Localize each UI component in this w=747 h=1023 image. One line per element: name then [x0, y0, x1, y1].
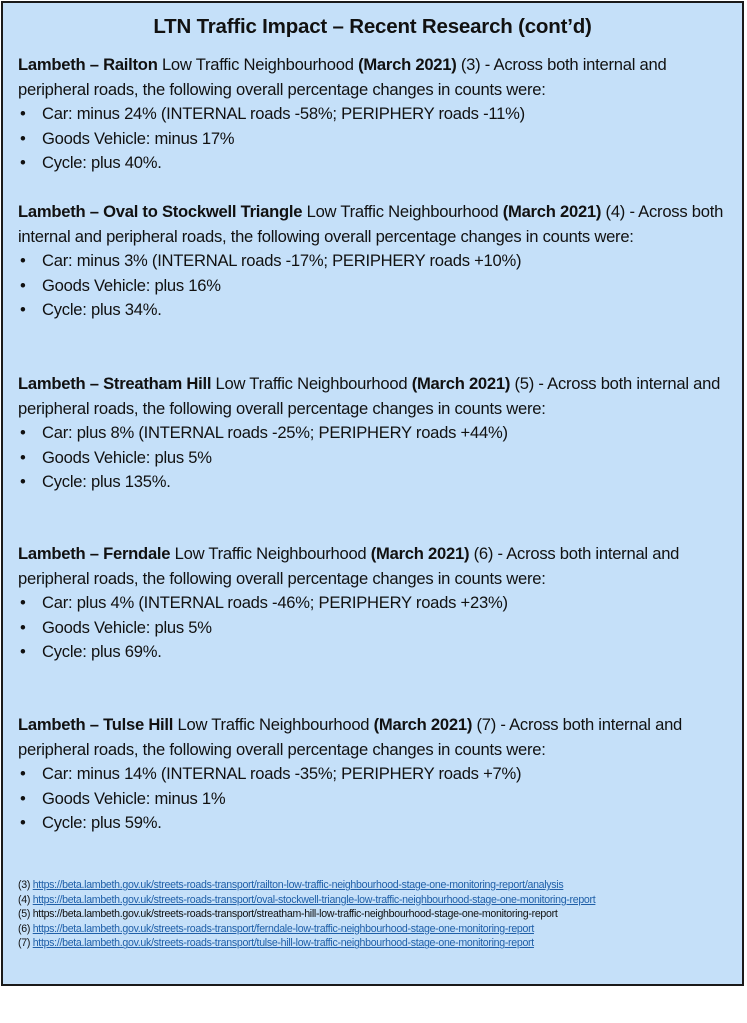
study-intro [18, 53, 738, 102]
study-borough: Lambeth – Oval to Stockwell Triangle [18, 202, 303, 221]
result-car: • Car: plus 8% (INTERNAL roads -25%; PERIPHERY roads +44%) [18, 421, 738, 446]
reference-url-text: https://beta.lambeth.gov.uk/streets-roads-transport/streatham-hill-low-traffic-neighbourhood-stage-one-monitoring-report [32, 908, 558, 921]
study-intro-text: Across both internal and peripheral roads, the following overall percentage changes in counts were: [18, 202, 724, 246]
study-intro [18, 200, 738, 249]
study-section-streatham-hill [18, 372, 738, 495]
reference-item [18, 878, 743, 893]
study-intro-text: Across both internal and peripheral roads, the following overall percentage changes in counts were: [18, 544, 680, 588]
result-car: • Car: minus 14% (INTERNAL roads -35%; PERIPHERY roads +7%) [18, 762, 738, 787]
study-intro [18, 372, 738, 421]
study-ltn-label: Low Traffic Neighbourhood [170, 544, 371, 563]
result-car: • Car: minus 3% (INTERNAL roads -17%; PERIPHERY roads +10%) [18, 249, 738, 274]
study-date: (March 2021) [373, 715, 473, 734]
study-section-ferndale [18, 542, 738, 665]
result-car: • Car: minus 24% (INTERNAL roads -58%; PERIPHERY roads -11%) [18, 102, 738, 127]
reference-link[interactable]: https://beta.lambeth.gov.uk/streets-roads-transport/railton-low-traffic-neighbourhood-stage-one-monitoring-report/analysis [32, 879, 564, 891]
study-intro [18, 713, 738, 762]
study-ref: (3) - [456, 55, 494, 74]
study-ref: (5) - [510, 374, 548, 393]
reference-item [18, 936, 743, 951]
result-goods-vehicle: • Goods Vehicle: plus 16% [18, 274, 738, 299]
result-car: • Car: plus 4% (INTERNAL roads -46%; PERIPHERY roads +23%) [18, 591, 738, 616]
research-panel [1, 1, 744, 986]
result-cycle: • Cycle: plus 59%. [18, 811, 738, 836]
reference-item [18, 922, 743, 937]
study-results-list [18, 102, 738, 176]
study-borough: Lambeth – Railton [18, 55, 158, 74]
study-borough: Lambeth – Tulse Hill [18, 715, 174, 734]
study-date: (March 2021) [502, 202, 602, 221]
result-cycle: • Cycle: plus 34%. [18, 298, 738, 323]
result-goods-vehicle: • Goods Vehicle: plus 5% [18, 616, 738, 641]
result-goods-vehicle: • Goods Vehicle: minus 1% [18, 787, 738, 812]
reference-link[interactable]: https://beta.lambeth.gov.uk/streets-roads-transport/oval-stockwell-triangle-low-traffic-neighbourhood-stage-one-monitoring-report [32, 893, 596, 906]
study-ltn-label: Low Traffic Neighbourhood [157, 55, 359, 74]
study-results-list [18, 591, 738, 665]
study-results-list [18, 249, 738, 323]
study-section-oval-stockwell [18, 200, 738, 323]
study-section-tulse-hill [18, 713, 738, 836]
reference-link[interactable]: https://beta.lambeth.gov.uk/streets-roads-transport/ferndale-low-traffic-neighbourhood-stage-one-monitoring-report [32, 922, 534, 935]
study-ltn-label: Low Traffic Neighbourhood [302, 202, 503, 221]
study-borough: Lambeth – Streatham Hill [18, 374, 212, 393]
study-ref: (4) - [601, 202, 639, 221]
reference-number: (4) [18, 893, 33, 906]
study-ltn-label: Low Traffic Neighbourhood [173, 715, 374, 734]
study-intro [18, 542, 738, 591]
study-intro-text: Across both internal and peripheral roads, the following overall percentage changes in counts were: [18, 374, 721, 418]
result-cycle: • Cycle: plus 69%. [18, 640, 738, 665]
study-ref: (7) - [472, 715, 510, 734]
study-date: (March 2021) [411, 374, 511, 393]
reference-item [18, 893, 743, 908]
reference-number: (5) [18, 908, 33, 921]
study-borough: Lambeth – Ferndale [18, 544, 171, 563]
page-title: LTN Traffic Impact – Recent Research (cont’d) [153, 15, 592, 38]
reference-link[interactable]: https://beta.lambeth.gov.uk/streets-roads-transport/tulse-hill-low-traffic-neighbourhood-stage-one-monitoring-report [32, 937, 534, 950]
study-results-list [18, 421, 738, 495]
reference-number: (3) [18, 879, 33, 891]
study-date: (March 2021) [358, 55, 457, 74]
study-intro-text: Across both internal and peripheral roads, the following overall percentage changes in counts were: [18, 715, 683, 759]
study-ref: (6) - [469, 544, 507, 563]
study-date: (March 2021) [370, 544, 470, 563]
result-cycle: • Cycle: plus 135%. [18, 470, 738, 495]
references-list [18, 878, 743, 951]
reference-number: (6) [18, 922, 33, 935]
study-intro-text: Across both internal and peripheral roads, the following overall percentage changes in counts were: [18, 55, 667, 99]
study-results-list [18, 762, 738, 836]
study-ltn-label: Low Traffic Neighbourhood [211, 374, 412, 393]
study-section-railton [18, 53, 738, 176]
result-cycle: • Cycle: plus 40%. [18, 151, 738, 176]
reference-number: (7) [18, 937, 33, 950]
result-goods-vehicle: • Goods Vehicle: minus 17% [18, 127, 738, 152]
result-goods-vehicle: • Goods Vehicle: plus 5% [18, 446, 738, 471]
reference-item [18, 907, 743, 922]
